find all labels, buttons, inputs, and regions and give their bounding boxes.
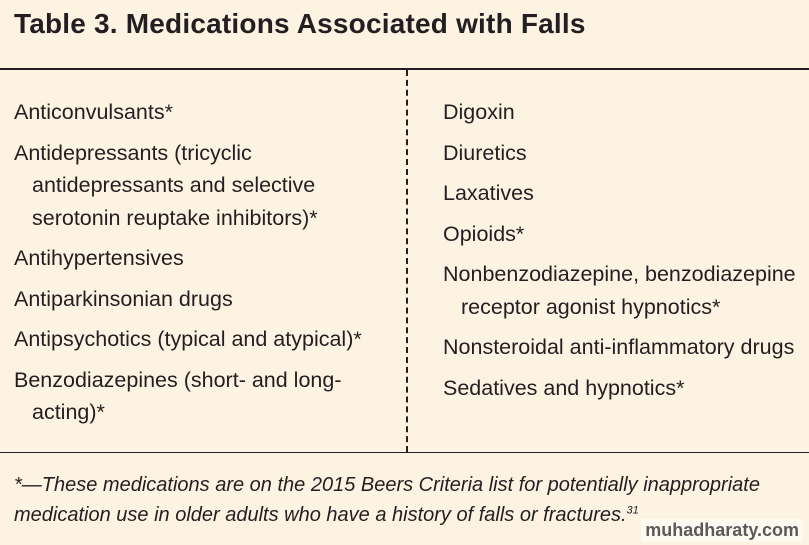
- list-item: Benzodiazepines (short- and long- acting)*: [14, 367, 342, 424]
- bottom-rule: [0, 452, 809, 453]
- list-item: Diuretics: [443, 140, 527, 165]
- footnote-reference: 31: [626, 504, 639, 517]
- column-divider: [406, 70, 408, 452]
- list-item: Antipsychotics (typical and atypical)*: [14, 327, 362, 351]
- list-item: Laxatives: [443, 181, 534, 205]
- top-rule: [0, 68, 809, 70]
- list-item: Nonsteroidal anti-inflammatory drugs: [443, 335, 795, 359]
- list-item: Antihypertensives: [14, 246, 184, 270]
- list-item: Digoxin: [443, 100, 515, 124]
- list-item: Nonbenzodiazepine, benzodiazepine receptor agonist hypnotics*: [443, 262, 796, 319]
- list-item: Sedatives and hypnotics*: [443, 375, 685, 400]
- right-column: [443, 96, 805, 412]
- list-item: Antiparkinsonian drugs: [14, 286, 233, 311]
- footnote-text: *—These medications are on the 2015 Beers Criteria list for potentially inappropriate medication use in older adults who have a history of falls or fractures.: [14, 474, 760, 526]
- table-title: Table 3. Medications Associated with Falls: [14, 8, 586, 39]
- watermark: muhadharaty.com: [641, 519, 803, 542]
- list-item: Anticonvulsants*: [14, 100, 173, 124]
- list-item: Opioids*: [443, 221, 525, 246]
- left-column: [14, 96, 399, 437]
- list-item: Antidepressants (tricyclic antidepressants and selective serotonin reuptake inhibitors)*: [14, 140, 318, 230]
